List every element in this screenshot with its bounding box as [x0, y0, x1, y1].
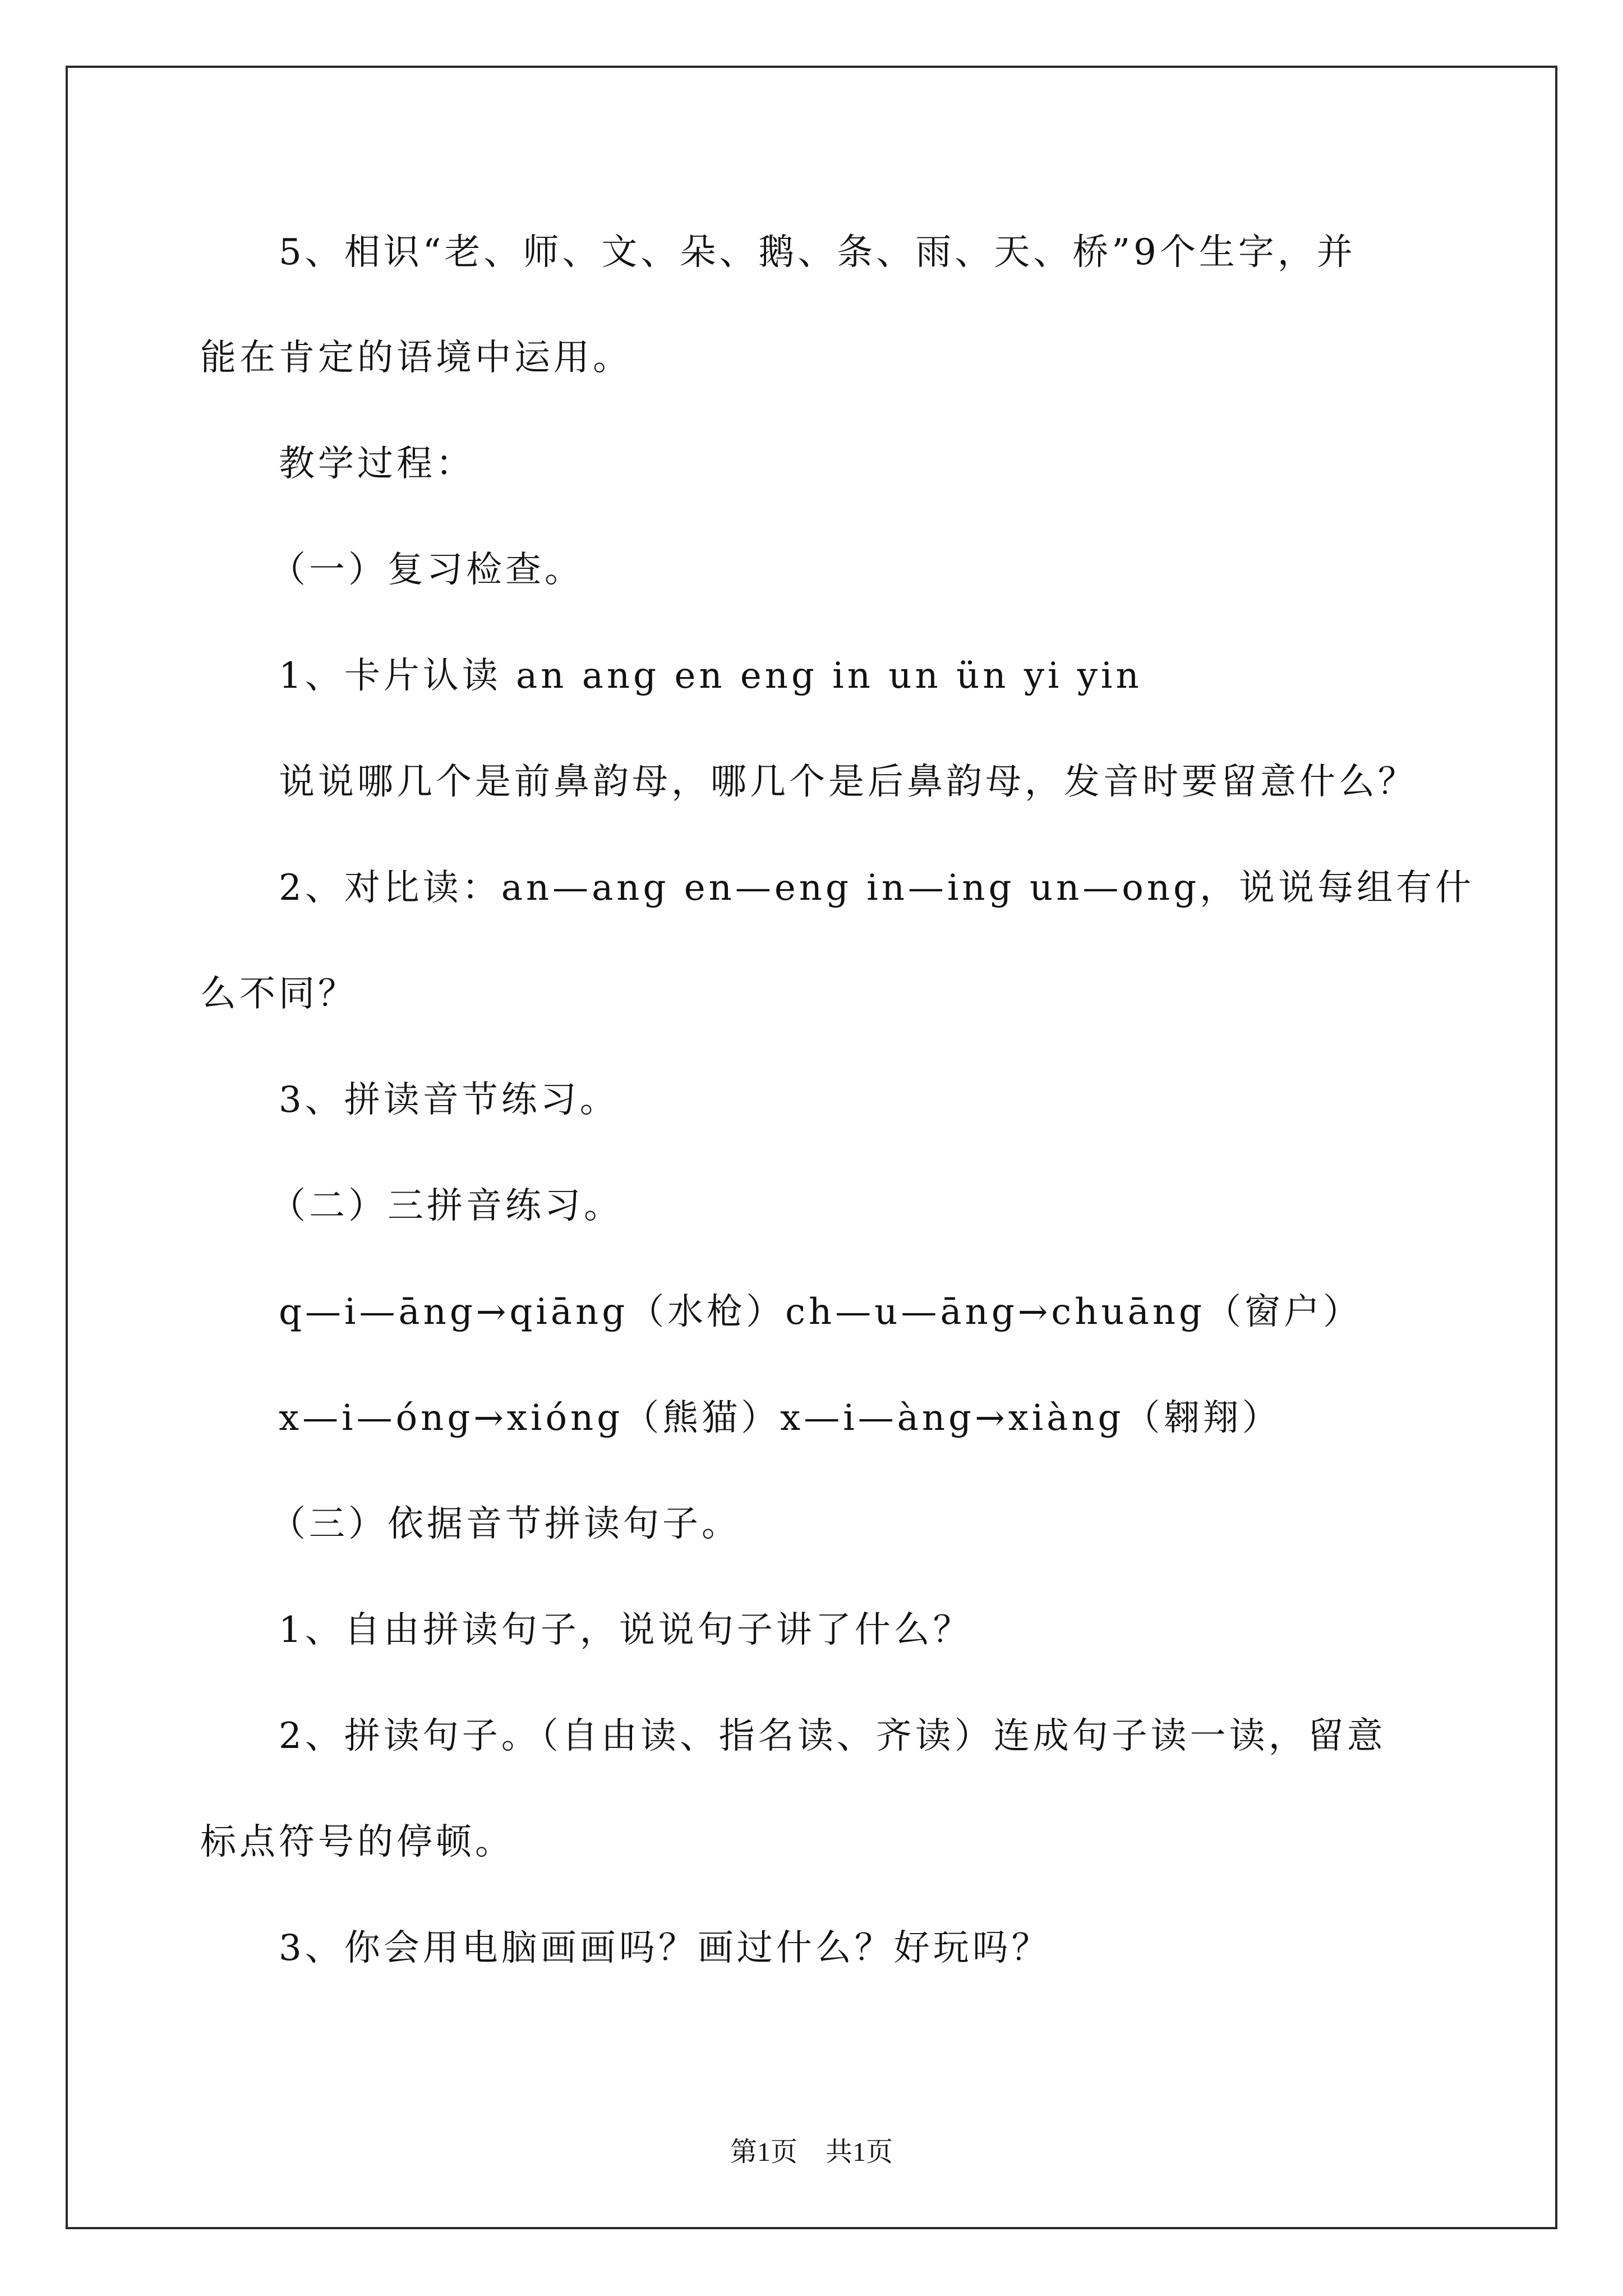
paragraph-sentence-1: 1、自由拼读句子，说说句子讲了什么？	[279, 1609, 972, 1651]
paragraph-objective-5: 5、相识“老、师、文、朵、鹅、条、雨、天、桥”9个生字，并	[279, 232, 1356, 273]
paragraph-review-2-cont: 么不同？	[200, 973, 357, 1015]
pinyin-example-line-2: x—i—óng→xióng（熊猫）x—i—àng→xiàng（翱翔）	[279, 1397, 1281, 1439]
pinyin-example-line-1: q—i—āng→qiāng（水枪）ch—u—āng→chuāng（窗户）	[279, 1291, 1363, 1333]
page-footer	[0, 2130, 1623, 2169]
page-number-total: 共1页	[826, 2137, 893, 2167]
paragraph-sentence-2-cont: 标点符号的停顿。	[200, 1821, 514, 1863]
paragraph-review-3: 3、拼读音节练习。	[279, 1079, 619, 1121]
page-border	[66, 66, 1557, 2229]
heading-teaching-process: 教学过程：	[279, 443, 475, 485]
paragraph-review-1: 1、卡片认读 an ang en eng in un ün yi yin	[279, 655, 1142, 697]
section-heading-review: （一）复习检查。	[270, 549, 584, 591]
page-number-current: 第1页	[730, 2137, 797, 2167]
paragraph-review-question: 说说哪几个是前鼻韵母，哪几个是后鼻韵母，发音时要留意什么？	[279, 761, 1417, 803]
paragraph-sentence-2: 2、拼读句子。（自由读、指名读、齐读）连成句子读一读，留意	[279, 1715, 1386, 1757]
paragraph-objective-5-cont: 能在肯定的语境中运用。	[200, 337, 632, 379]
paragraph-sentence-3: 3、你会用电脑画画吗？画过什么？好玩吗？	[279, 1927, 1051, 1969]
section-heading-three-part-pinyin: （二）三拼音练习。	[270, 1185, 623, 1227]
section-heading-sentence-reading: （三）依据音节拼读句子。	[270, 1503, 741, 1545]
paragraph-review-2: 2、对比读：an—ang en—eng in—ing un—ong，说说每组有什	[279, 867, 1475, 909]
